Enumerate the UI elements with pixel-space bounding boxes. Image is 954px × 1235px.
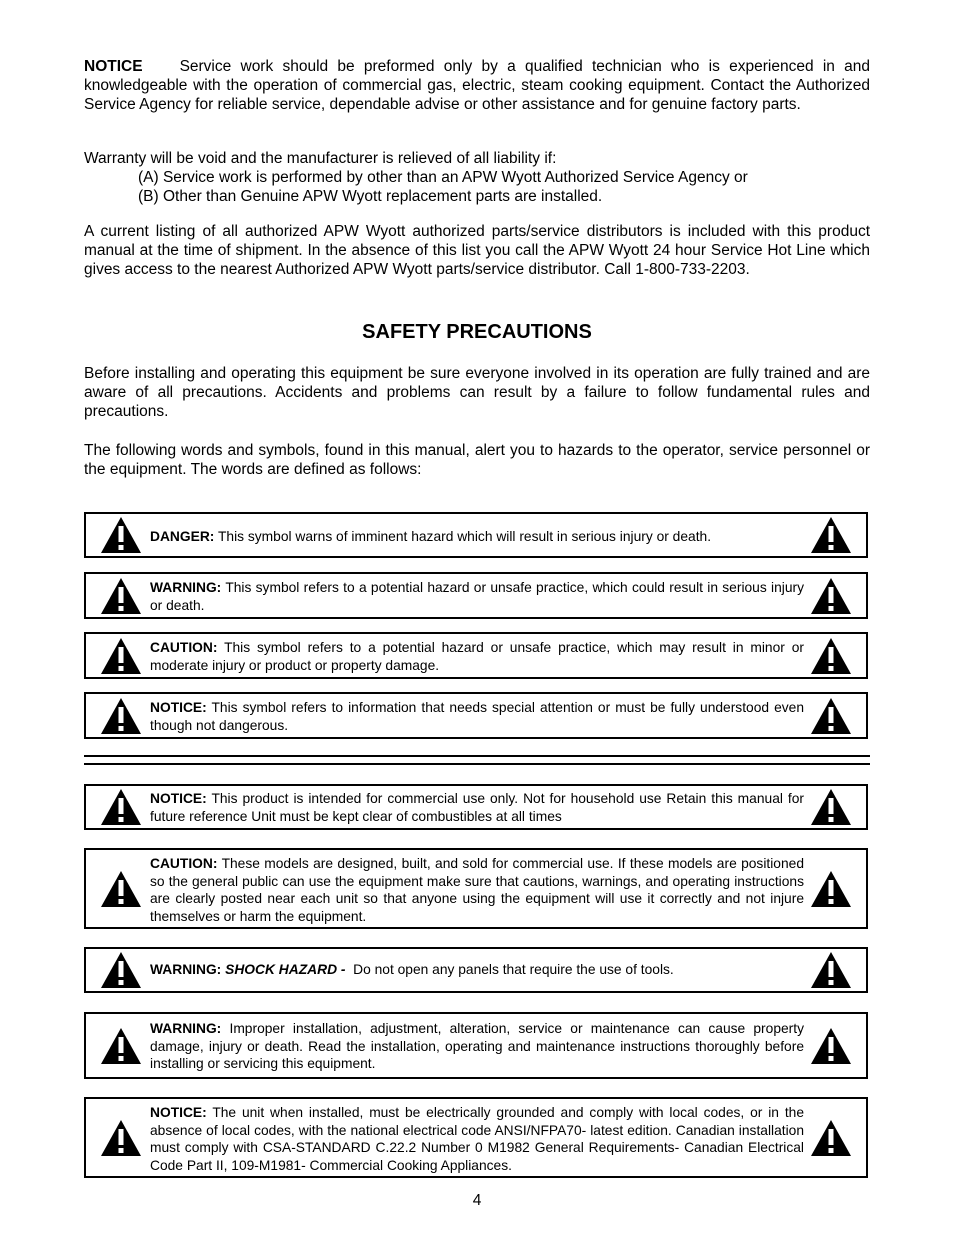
notice-intro-label: NOTICE [84, 58, 143, 75]
warning-triangle-icon [810, 577, 852, 615]
hazard-box-shock [84, 947, 868, 993]
section-heading: SAFETY PRECAUTIONS [362, 321, 592, 343]
definition-box-warning [84, 572, 868, 619]
warning-triangle-icon [100, 870, 142, 908]
definition-text [150, 579, 804, 614]
hazard-box-caution-public [84, 848, 868, 929]
hazard-text [150, 961, 804, 979]
words-intro: The following words and symbols, found in this manual, alert you to hazards to the operator, service personnel or the equipment. The words are defined as follows: [84, 442, 870, 478]
warning-triangle-icon [100, 637, 142, 675]
hazard-text [150, 790, 804, 825]
hazard-body: Do not open any panels that require the use of tools. [353, 962, 674, 977]
warning-triangle-icon [810, 788, 852, 826]
definition-label: CAUTION: [150, 640, 218, 655]
definition-text [150, 528, 804, 546]
hazard-label: NOTICE: [150, 791, 207, 806]
warning-triangle-icon [810, 697, 852, 735]
separator-rule [84, 763, 870, 765]
definition-body: This symbol warns of imminent hazard which will result in serious injury or death. [217, 529, 712, 544]
notice-intro [84, 57, 870, 114]
hazard-label: NOTICE: [150, 1105, 207, 1120]
hazard-body: Improper installation, adjustment, alteration, service or maintenance can cause property damage, injury or death. Read the installation, operating and maintenance instructions thoroughly before installing or servicing this equipment. [150, 1021, 804, 1071]
distributor-listing-paragraph: A current listing of all authorized APW Wyott authorized parts/service distributors is included with this product manual at the time of shipment. In the absence of this list you call the APW Wyott 24 hour Service Hot Line which gives access to the nearest Authorized APW Wyott parts/service distributor. Call 1-800-733-2203. [84, 223, 870, 278]
warranty-intro: Warranty will be void and the manufacturer is relieved of all liability if: [84, 150, 557, 167]
definition-label: WARNING: [150, 580, 222, 595]
warning-triangle-icon [100, 516, 142, 554]
definition-text [150, 639, 804, 674]
notice-intro-text: Service work should be preformed only by a qualified technician who is experienced in and knowledgeable with the operation of commercial gas, electric, steam cooking equipment. Contact the Authorized Service Agency for reliable service, dependable advise or other assistance and for genuine factory parts. [84, 58, 870, 113]
page-number: 4 [472, 1192, 482, 1209]
hazard-label: WARNING: [150, 962, 222, 977]
definition-label: DANGER: [150, 529, 215, 544]
hazard-label: CAUTION: [150, 856, 218, 871]
hazard-text [150, 855, 804, 925]
warranty-item-a: (A) Service work is performed by other than an APW Wyott Authorized Service Agency or [138, 169, 748, 186]
warning-triangle-icon [810, 870, 852, 908]
hazard-body: These models are designed, built, and sold for commercial use. If these models are positioned so the general public can use the equipment make sure that cautions, warnings, and operating instructions are clearly posted near each unit so that anyone using the equipment will use it correctly and not injure themselves or harm the equipment. [150, 856, 804, 924]
warning-triangle-icon [810, 637, 852, 675]
warning-triangle-icon [810, 951, 852, 989]
warning-triangle-icon [100, 1027, 142, 1065]
definition-body: This symbol refers to a potential hazard or unsafe practice, which could result in serious injury or death. [150, 580, 804, 613]
warning-triangle-icon [100, 951, 142, 989]
hazard-body: The unit when installed, must be electrically grounded and comply with local codes, or in the absence of local codes, with the national electrical code ANSI/NFPA70- latest edition. Canadian installation must comply with CSA-STANDARD C.22.2 Number 0 M1982 General Requirements- Canadian Electrical Code Part II, 109-M1981- Commercial Cooking Appliances. [150, 1105, 804, 1173]
hazard-box-notice-commercial [84, 784, 868, 830]
definition-label: NOTICE: [150, 700, 207, 715]
definition-text [150, 699, 804, 734]
warranty-item-b: (B) Other than Genuine APW Wyott replacement parts are installed. [138, 188, 603, 205]
hazard-text [150, 1104, 804, 1174]
hazard-text [150, 1020, 804, 1073]
definition-box-notice [84, 692, 868, 739]
hazard-emphasis: SHOCK HAZARD - [225, 962, 346, 977]
hazard-body: This product is intended for commercial use only. Not for household use Retain this manual for future reference Unit must be kept clear of combustibles at all times [150, 791, 804, 824]
hazard-box-installation [84, 1012, 868, 1079]
warning-triangle-icon [810, 1119, 852, 1157]
definition-body: This symbol refers to information that needs special attention or must be fully understood even though not dangerous. [150, 700, 804, 733]
warning-triangle-icon [100, 697, 142, 735]
warning-triangle-icon [100, 1119, 142, 1157]
warning-triangle-icon [810, 516, 852, 554]
hazard-box-grounding [84, 1097, 868, 1178]
hazard-label: WARNING: [150, 1021, 222, 1036]
warning-triangle-icon [100, 577, 142, 615]
warning-triangle-icon [100, 788, 142, 826]
definition-body: This symbol refers to a potential hazard or unsafe practice, which may result in minor or moderate injury or product or property damage. [150, 640, 804, 673]
separator-rule [84, 755, 870, 757]
definition-box-caution [84, 632, 868, 679]
precaution-intro: Before installing and operating this equipment be sure everyone involved in its operation are fully trained and are aware of all precautions. Accidents and problems can result by a failure to follow fundamental rules and precautions. [84, 365, 870, 420]
warning-triangle-icon [810, 1027, 852, 1065]
definition-box-danger [84, 512, 868, 558]
